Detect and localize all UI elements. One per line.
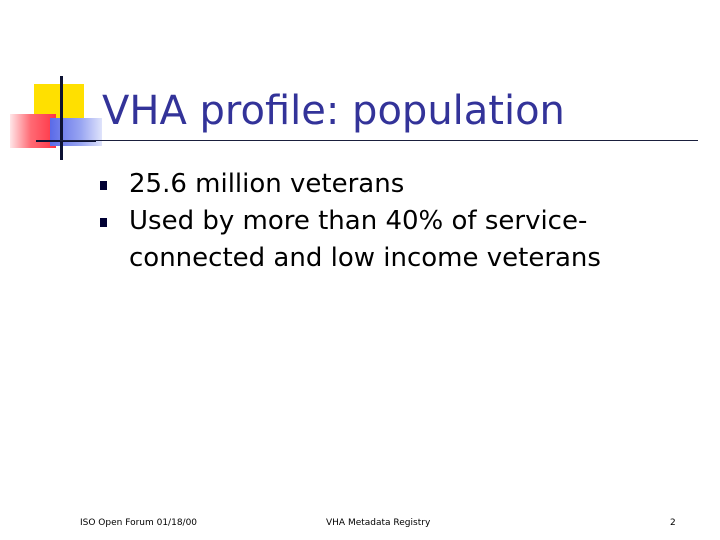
vertical-line-decoration [60, 76, 63, 160]
bullet-item [100, 166, 680, 203]
bullet-text: 25.6 million veterans [129, 169, 405, 199]
bullet-text: Used by more than 40% of service-connected and low income veterans [129, 206, 601, 273]
footer-title: VHA Metadata Registry [326, 518, 431, 528]
square-bullet-icon [100, 181, 107, 190]
slide-logo-graphic [0, 0, 110, 170]
slide-title: VHA profile: population [102, 88, 565, 134]
bullet-item [100, 203, 680, 277]
square-bullet-icon [100, 218, 107, 227]
page-number: 2 [670, 518, 676, 528]
footer-event: ISO Open Forum 01/18/00 [80, 518, 198, 528]
bullet-list [100, 166, 680, 277]
title-underline [60, 140, 698, 141]
